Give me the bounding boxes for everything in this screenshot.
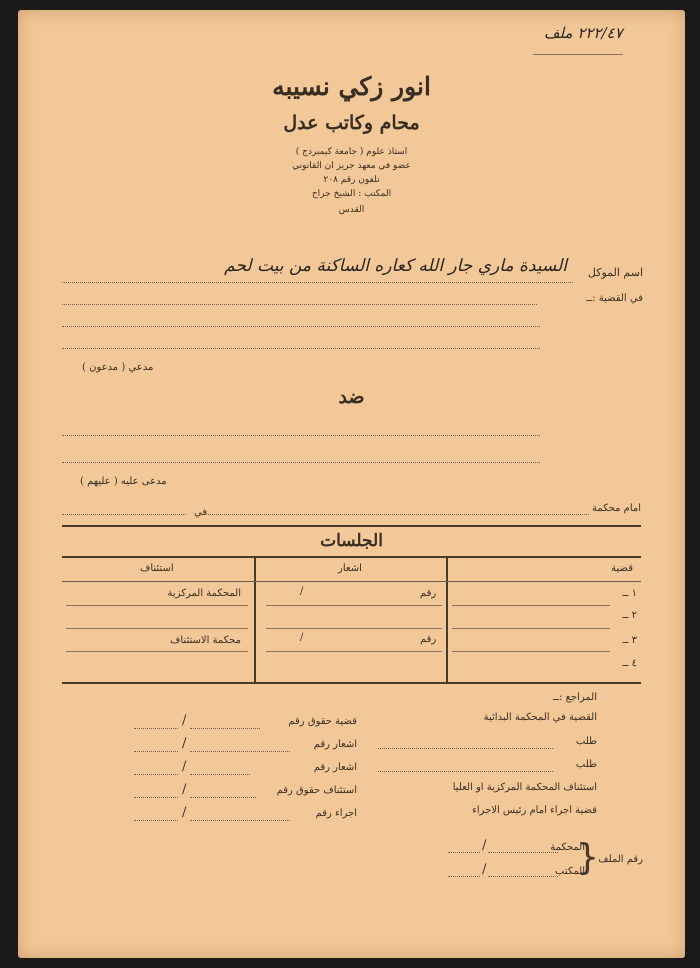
file-office-label: المكتب (555, 866, 585, 877)
letterhead-line-2: عضو في معهد جريز ان القانوني (292, 161, 411, 171)
case-row-2: ٢ ــ (622, 610, 637, 621)
references-title: المراجع :ــ (553, 692, 597, 703)
notice-slash-1: / (300, 586, 304, 597)
plaintiff-label: مدعي ( مدعون ) (82, 362, 154, 373)
letterhead-line-5: القدس (338, 205, 365, 215)
ref-left-5: اجراء رقم (315, 808, 357, 819)
ref-left-1: قضية حقوق رقم (288, 716, 357, 727)
client-name: السيدة ماري جار الله كعاره الساكنة من بيت لحم (224, 256, 567, 276)
appeal-row-2: محكمة الاستئناف (170, 635, 241, 646)
notice-row-1: رقم (420, 588, 437, 599)
letterhead-line-3: تلفون رقم ٢٠٨ (323, 175, 380, 185)
ref-left-3: اشعار رقم (313, 762, 357, 773)
notice-row-2: رقم (420, 634, 437, 645)
court-before-label: امام محكمة (591, 503, 641, 514)
appeal-row-1: المحكمة المركزية (167, 588, 241, 599)
lawyer-name: انور زكي نسيبه (272, 72, 431, 101)
ref-slash-5: / (182, 805, 187, 820)
lawyer-title: محام وكاتب عدل (283, 112, 420, 134)
document-page (18, 10, 685, 958)
versus-label: ضد (338, 386, 365, 408)
letterhead-line-4: المكتب : الشيخ جراح (311, 189, 392, 199)
sessions-header-case: قضية (611, 563, 633, 574)
ref-slash-2: / (182, 736, 187, 751)
ref-right-2: طلب (575, 736, 597, 747)
ref-slash-4: / (182, 782, 187, 797)
file-reference-number: ٢٢٢/٤٧ (577, 24, 623, 42)
file-reference (538, 24, 623, 42)
file-court-label: المحكمة (550, 842, 585, 853)
case-row-1: ١ ــ (622, 588, 637, 599)
ref-right-3: طلب (575, 759, 597, 770)
ref-slash-3: / (182, 759, 187, 774)
case-label: في القضية :ــ (586, 293, 643, 304)
sessions-header-appeal: استئناف (140, 563, 174, 574)
case-row-3: ٣ ــ (622, 635, 637, 646)
file-slash-2: / (482, 862, 487, 877)
case-row-4: ٤ ــ (622, 658, 637, 669)
file-slash-1: / (482, 838, 487, 853)
sessions-header-notice: اشعار (338, 563, 362, 574)
sessions-title: الجلسات (320, 531, 383, 551)
letterhead-line-1: استاذ علوم ( جامعة كيمبردج ) (295, 147, 408, 157)
ref-right-5: قضية اجراء امام رئيس الاجراء (472, 805, 597, 816)
ref-slash-1: / (182, 713, 187, 728)
file-brace: { (576, 837, 599, 878)
ref-right-4: استئناف المحكمة المركزية او العليا (452, 782, 597, 793)
ref-left-2: اشعار رقم (313, 739, 357, 750)
file-number-label: رقم الملف (598, 854, 643, 865)
file-reference-label: ملف (544, 24, 573, 42)
defendant-label: مدعى عليه ( عليهم ) (80, 476, 167, 487)
notice-slash-2: / (300, 632, 304, 643)
ref-left-4: استئناف حقوق رقم (276, 785, 357, 796)
client-label: اسم الموكل (587, 266, 643, 279)
ref-right-1: القضية في المحكمة البدائية (483, 712, 597, 723)
court-in-label: في (194, 507, 208, 518)
